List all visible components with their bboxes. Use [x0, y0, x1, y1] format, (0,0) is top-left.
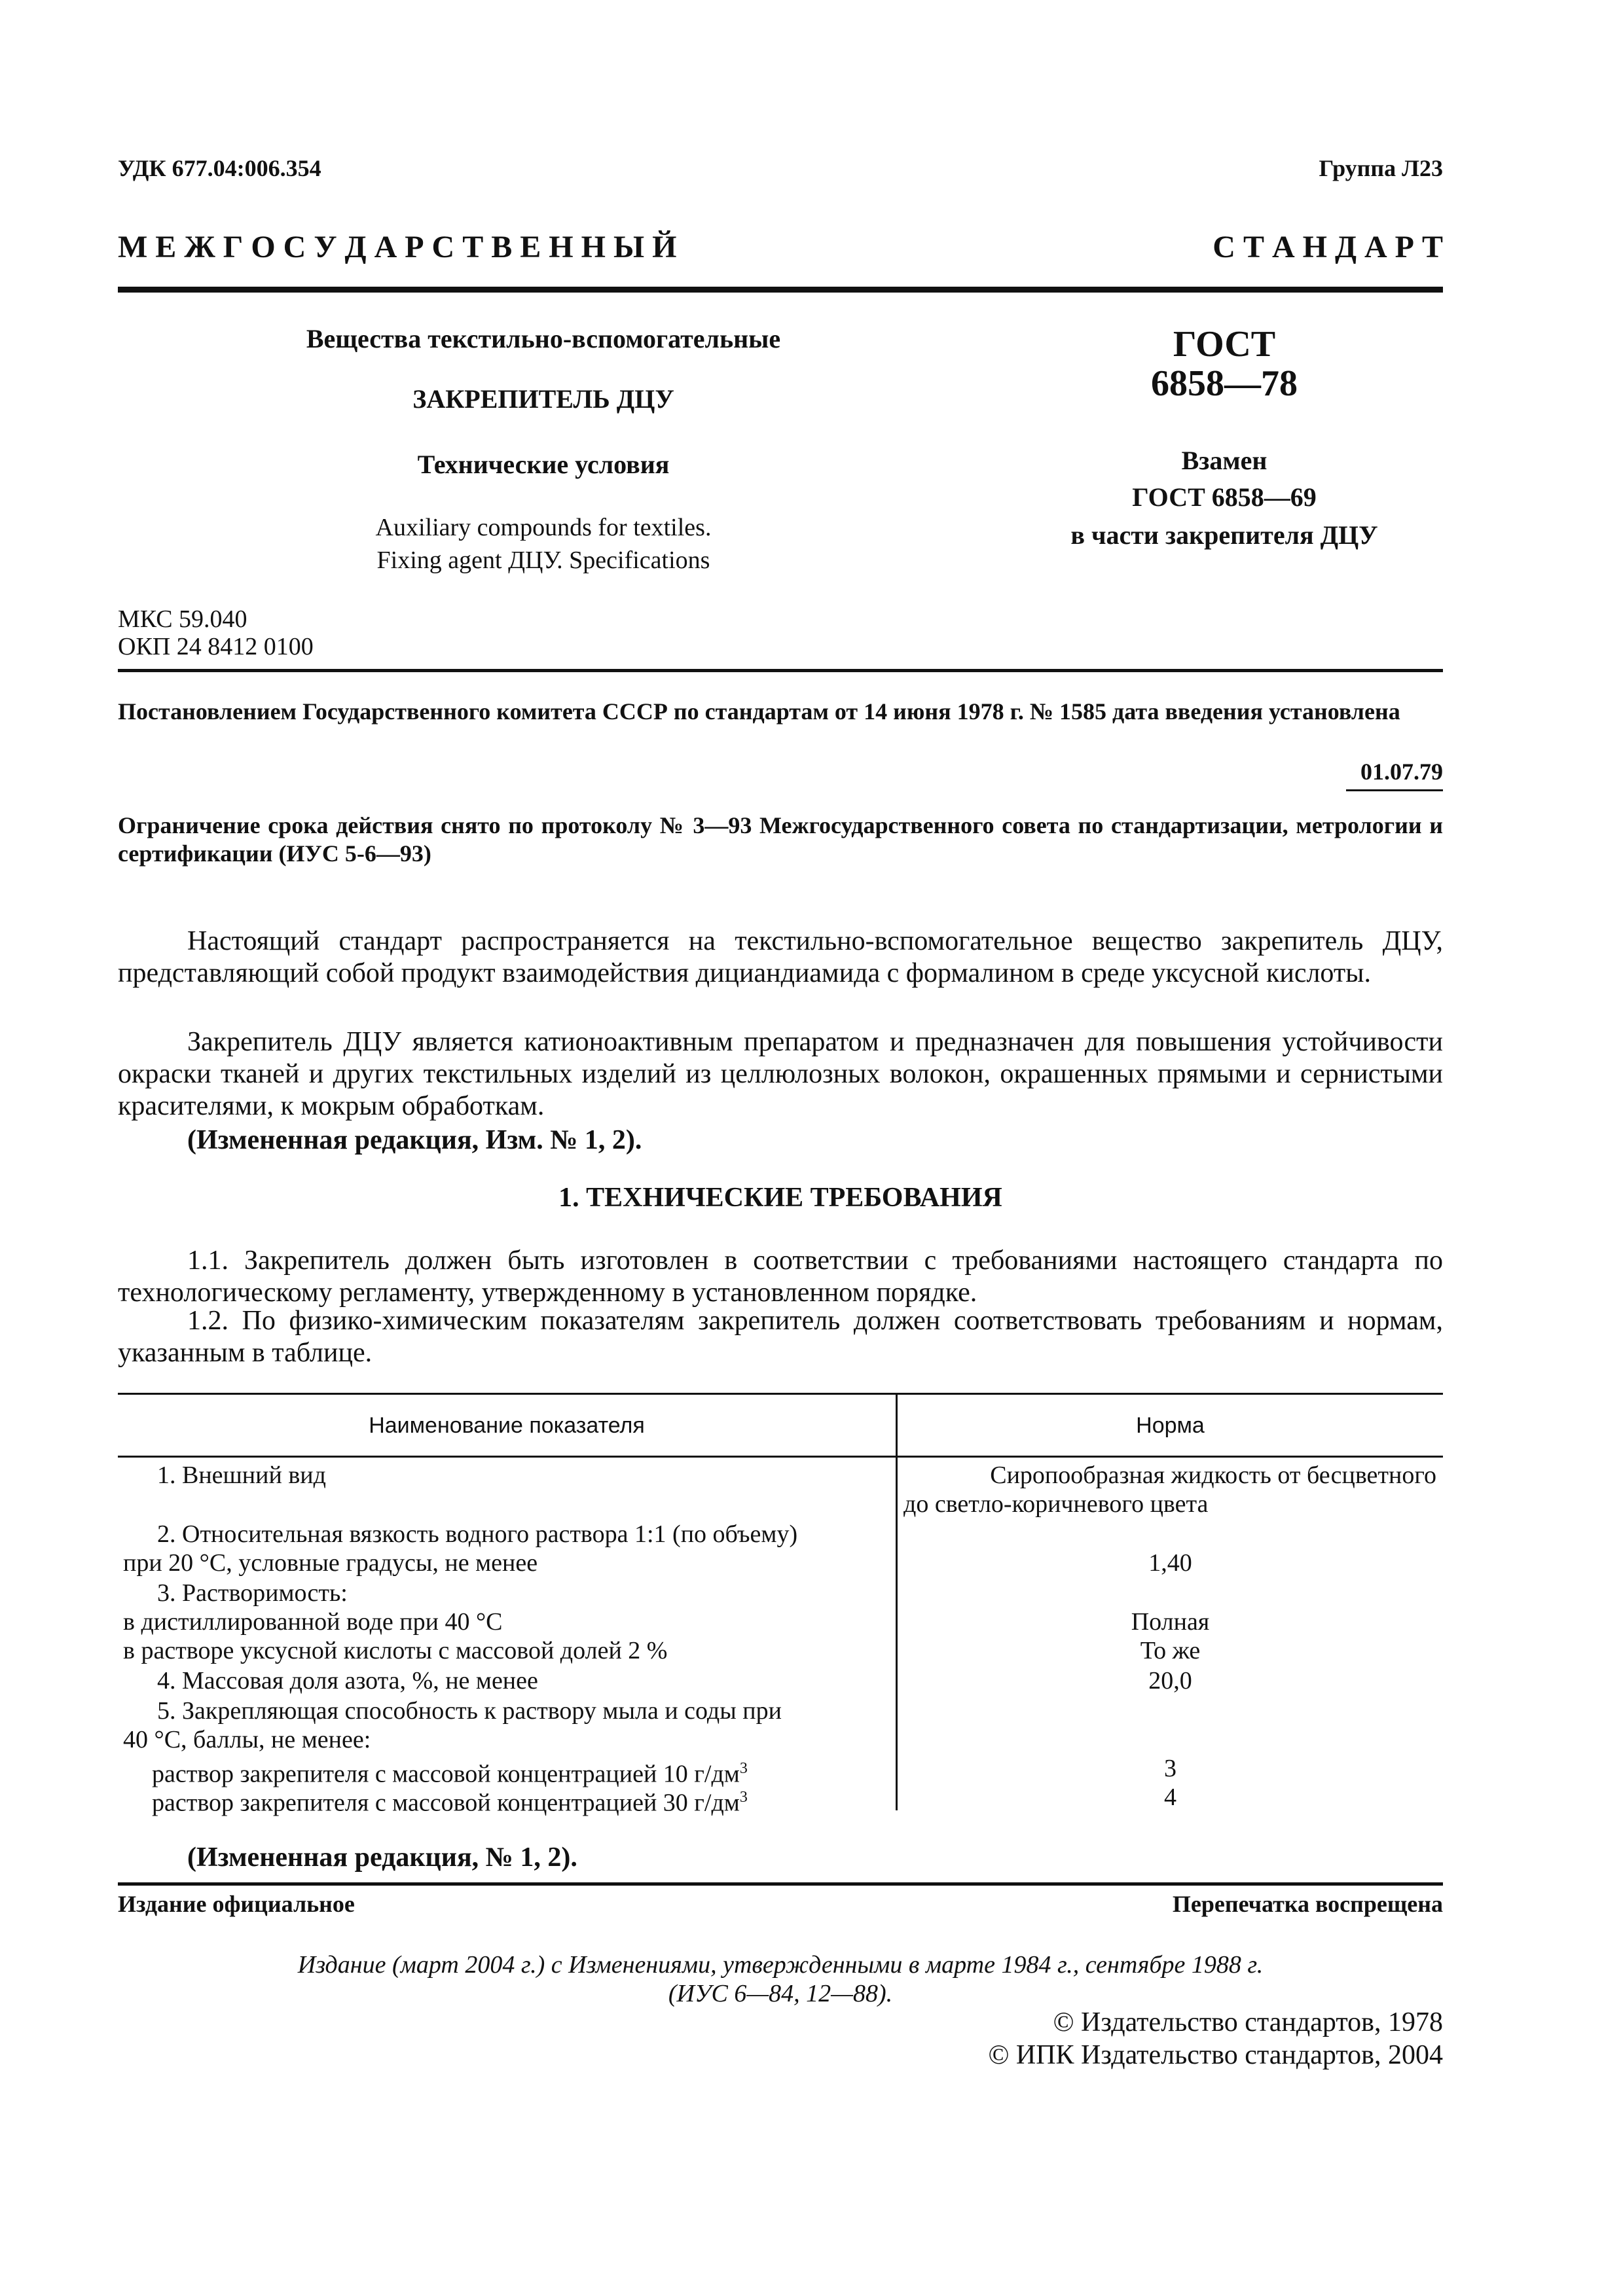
table-header-norm: Норма: [1136, 1413, 1205, 1438]
row-5b-name: раствор закрепителя с массовой концентрацией 30 $г/дм^3$: [152, 1789, 748, 1817]
okp-code: ОКП 24 8412 0100: [118, 633, 314, 660]
table-amendment: (Измененная редакция, № 1, 2).: [187, 1842, 577, 1873]
replaces-line1: Взамен: [1181, 446, 1267, 475]
row-4-name: 4. Массовая доля азота, %, не менее: [157, 1667, 538, 1695]
row-3a-norm: Полная: [1131, 1608, 1210, 1636]
row-3b-name: в растворе уксусной кислоты с массовой долей 2 %: [123, 1637, 668, 1664]
replaces-line3: в части закрепителя ДЦУ: [1070, 520, 1378, 550]
gost-number: 6858—78: [1151, 363, 1298, 404]
row-5b-norm: 4: [1164, 1784, 1176, 1811]
standard-kind: Технические условия: [417, 450, 670, 479]
udk-code: УДК 677.04:006.354: [118, 155, 321, 181]
group-code: Группа Л23: [1319, 155, 1443, 181]
english-title-line2: Fixing agent ДЦУ. Specifications: [376, 547, 710, 574]
row-1-norm-b: до светло-коричневого цвета: [903, 1490, 1209, 1518]
decree-text: Постановлением Государственного комитета СССР по стандартам от 14 июня 1978 г. № 1585 дата введения установлена: [118, 698, 1400, 725]
row-2-name-b: при 20 °С, условные градусы, не менее: [123, 1549, 538, 1577]
table-header-indicator: Наименование показателя: [369, 1413, 645, 1438]
row-3a-name: в дистиллированной воде при 40 °С: [123, 1608, 503, 1636]
row-2-norm: 1,40: [1148, 1549, 1192, 1577]
standard-category: Вещества текстильно-вспомогательные: [306, 324, 781, 353]
banner-interstate: М Е Ж Г О С У Д А Р С Т В Е Н Н Ы Й: [118, 230, 677, 264]
row-1-name: 1. Внешний вид: [157, 1462, 326, 1489]
clause-1-1: 1.1. Закрепитель должен быть изготовлен в соответствии с требованиями настоящего стандарта по технологическому регламенту, утвержденному в установленном порядке.: [118, 1246, 1443, 1308]
english-title-line1: Auxiliary compounds for textiles.: [375, 514, 712, 541]
row-5a-name: раствор закрепителя с массовой концентрацией 10 $г/дм^3$: [152, 1760, 748, 1788]
limitation-text: Ограничение срока действия снято по протоколу № 3—93 Межгосударственного совета по стандартизации, метрологии и сертификации (ИУС 5-6—93): [118, 812, 1443, 867]
copyright-1978: © Издательство стандартов, 1978: [1053, 2007, 1443, 2037]
decree-date-underline: [1346, 789, 1443, 791]
official-edition: Издание официальное: [118, 1891, 355, 1917]
mks-code: МКС 59.040: [118, 605, 247, 633]
footer-rule: [118, 1882, 1443, 1886]
table-header-rule: [118, 1456, 1443, 1458]
row-3b-norm: То же: [1140, 1637, 1201, 1664]
row-3-name: 3. Растворимость:: [157, 1579, 348, 1607]
row-1-norm-a: Сиропообразная жидкость от бесцветного: [990, 1462, 1436, 1489]
section-1-title: 1. ТЕХНИЧЕСКИЕ ТРЕБОВАНИЯ: [558, 1183, 1002, 1213]
title-rule: [118, 669, 1443, 672]
row-2-name-a: 2. Относительная вязкость водного раствора 1:1 (по объему): [157, 1520, 798, 1548]
header-rule: [118, 287, 1443, 293]
row-4-norm: 20,0: [1148, 1667, 1192, 1695]
decree-date: 01.07.79: [1360, 759, 1443, 785]
table-column-divider: [896, 1393, 898, 1810]
intro-paragraph-2: Закрепитель ДЦУ является катионоактивным препаратом и предназначен для повышения устойчивости окраски тканей и других текстильных изделий из целлюлозных волокон, окрашенных прямыми и сернистыми красителями, к мокрым обработкам.: [118, 1027, 1443, 1121]
banner-standard: С Т А Н Д А Р Т: [1213, 230, 1443, 264]
gost-label: ГОСТ: [1173, 324, 1276, 365]
row-5-name-b: 40 °С, баллы, не менее:: [123, 1726, 371, 1753]
copyright-2004: © ИПК Издательство стандартов, 2004: [988, 2040, 1443, 2070]
reprint-prohibited: Перепечатка воспрещена: [1172, 1891, 1443, 1917]
standard-name: ЗАКРЕПИТЕЛЬ ДЦУ: [412, 384, 674, 414]
row-5a-norm: 3: [1164, 1755, 1176, 1782]
intro-amendment: (Измененная редакция, Изм. № 1, 2).: [187, 1125, 642, 1155]
edition-note-line1: Издание (март 2004 г.) с Изменениями, утвержденными в марте 1984 г., сентябре 1988 г.: [297, 1951, 1264, 1979]
table-top-rule: [118, 1393, 1443, 1395]
intro-paragraph-1: Настоящий стандарт распространяется на текстильно-вспомогательное вещество закрепитель ДЦУ, представляющий собой продукт взаимодействия дициандиамида с формалином в среде уксусной кислоты.: [118, 926, 1443, 988]
replaces-line2: ГОСТ 6858—69: [1132, 482, 1317, 512]
clause-1-2: 1.2. По физико-химическим показателям закрепитель должен соответствовать требованиям и нормам, указанным в таблице.: [118, 1306, 1443, 1368]
row-5-name-a: 5. Закрепляющая способность к раствору мыла и соды при: [157, 1697, 782, 1725]
edition-note-line2: (ИУС 6—84, 12—88).: [668, 1980, 893, 2007]
